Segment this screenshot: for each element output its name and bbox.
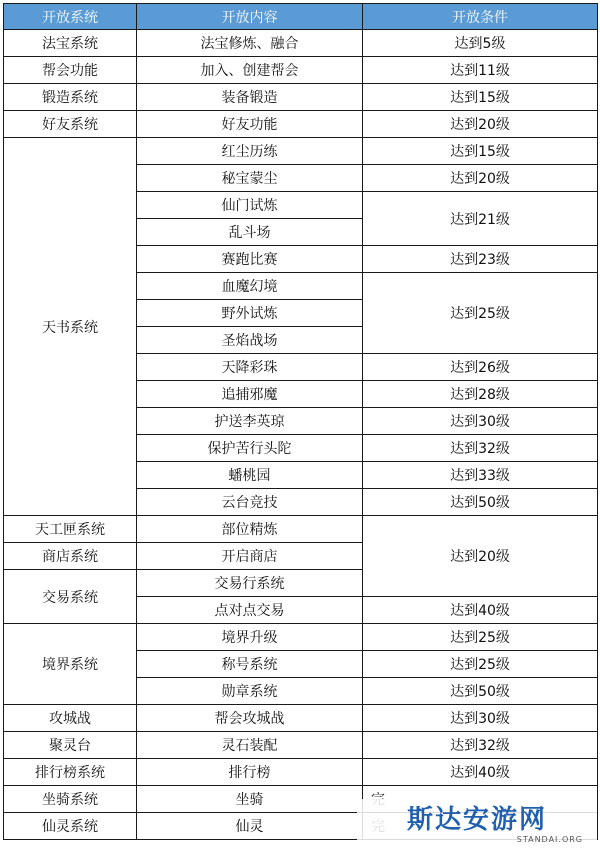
table-row [4, 516, 598, 543]
system-cell: 仙灵系统 [4, 813, 137, 840]
watermark-subtext: STANDAI.ORG [516, 835, 583, 844]
condition-cell: 达到33级 [363, 462, 598, 489]
content-cell: 称号系统 [137, 651, 363, 678]
table-row [4, 84, 598, 111]
content-cell: 护送李英琼 [137, 408, 363, 435]
content-cell: 保护苦行头陀 [137, 435, 363, 462]
condition-cell: 达到40级 [363, 597, 598, 624]
condition-cell: 达到30级 [363, 705, 598, 732]
content-cell: 装备锻造 [137, 84, 363, 111]
table-row [4, 30, 598, 57]
condition-cell: 达到32级 [363, 435, 598, 462]
system-cell: 天书系统 [4, 138, 137, 516]
content-cell: 红尘历练 [137, 138, 363, 165]
watermark-text: 斯达安游网 [406, 805, 547, 835]
content-cell: 乱斗场 [137, 219, 363, 246]
system-cell: 聚灵台 [4, 732, 137, 759]
content-cell: 仙灵 [137, 813, 363, 840]
system-cell: 商店系统 [4, 543, 137, 570]
content-cell: 秘宝蒙尘 [137, 165, 363, 192]
content-cell: 开启商店 [137, 543, 363, 570]
content-cell: 好友功能 [137, 111, 363, 138]
condition-cell: 达到50级 [363, 489, 598, 516]
content-cell: 法宝修炼、融合 [137, 30, 363, 57]
system-cell: 排行榜系统 [4, 759, 137, 786]
content-cell: 灵石装配 [137, 732, 363, 759]
content-cell: 仙门试炼 [137, 192, 363, 219]
table-row [4, 624, 598, 651]
condition-cell: 达到21级 [363, 192, 598, 246]
condition-cell: 达到11级 [363, 57, 598, 84]
table-row [4, 57, 598, 84]
condition-cell: 达到5级 [363, 30, 598, 57]
content-cell: 血魔幻境 [137, 273, 363, 300]
header-system: 开放系统 [4, 4, 137, 30]
content-cell: 排行榜 [137, 759, 363, 786]
system-cell: 法宝系统 [4, 30, 137, 57]
condition-cell: 达到40级 [363, 759, 598, 786]
condition-cell: 达到50级 [363, 678, 598, 705]
table-row [4, 111, 598, 138]
content-cell: 坐骑 [137, 786, 363, 813]
feature-unlock-table [3, 3, 598, 840]
table-row [4, 732, 598, 759]
condition-cell: 达到25级 [363, 624, 598, 651]
condition-cell: 达到25级 [363, 651, 598, 678]
system-cell: 攻城战 [4, 705, 137, 732]
condition-cell: 达到15级 [363, 138, 598, 165]
content-cell: 加入、创建帮会 [137, 57, 363, 84]
system-cell: 锻造系统 [4, 84, 137, 111]
system-cell: 好友系统 [4, 111, 137, 138]
system-cell: 帮会功能 [4, 57, 137, 84]
condition-cell: 达到20级 [363, 165, 598, 192]
content-cell: 赛跑比赛 [137, 246, 363, 273]
content-cell: 野外试炼 [137, 300, 363, 327]
content-cell: 部位精炼 [137, 516, 363, 543]
condition-cell: 达到28级 [363, 381, 598, 408]
content-cell: 交易行系统 [137, 570, 363, 597]
condition-cell: 达到26级 [363, 354, 598, 381]
condition-cell: 达到20级 [363, 516, 598, 597]
condition-cell: 达到20级 [363, 111, 598, 138]
table-row [4, 705, 598, 732]
condition-cell: 达到32级 [363, 732, 598, 759]
content-cell: 点对点交易 [137, 597, 363, 624]
table-header-row [4, 4, 598, 30]
table-row [4, 138, 598, 165]
table-row [4, 759, 598, 786]
content-cell: 云台竞技 [137, 489, 363, 516]
system-cell: 天工匣系统 [4, 516, 137, 543]
header-condition: 开放条件 [363, 4, 598, 30]
condition-cell: 达到15级 [363, 84, 598, 111]
condition-cell: 达到25级 [363, 273, 598, 354]
system-cell: 交易系统 [4, 570, 137, 624]
content-cell: 勋章系统 [137, 678, 363, 705]
content-cell: 圣焰战场 [137, 327, 363, 354]
condition-cell: 达到30级 [363, 408, 598, 435]
condition-cell: 达到23级 [363, 246, 598, 273]
watermark [357, 799, 597, 851]
content-cell: 追捕邪魔 [137, 381, 363, 408]
content-cell: 天降彩珠 [137, 354, 363, 381]
system-cell: 坐骑系统 [4, 786, 137, 813]
content-cell: 帮会攻城战 [137, 705, 363, 732]
content-cell: 境界升级 [137, 624, 363, 651]
content-cell: 蟠桃园 [137, 462, 363, 489]
header-content: 开放内容 [137, 4, 363, 30]
system-cell: 境界系统 [4, 624, 137, 705]
